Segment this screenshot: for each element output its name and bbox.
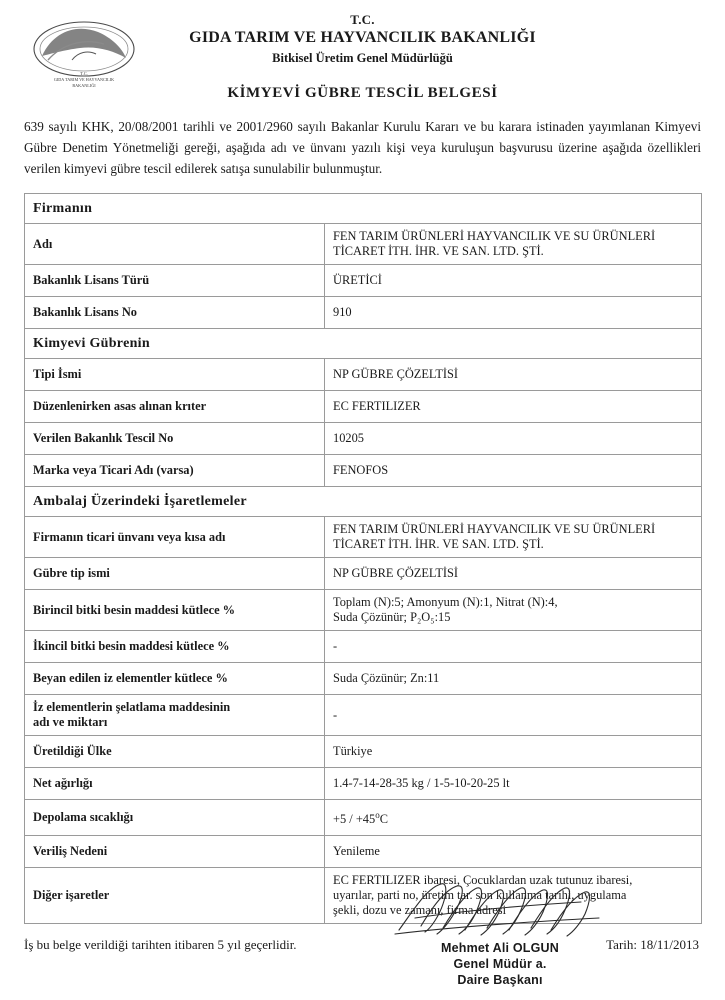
row-label-license-no: Bakanlık Lisans No [25,297,325,329]
signer-role-primary: Genel Müdür a. [453,957,547,971]
row-label-pkg-type-name: Gübre tip ismi [25,558,325,590]
row-label-criteria: Düzenlenirken asas alınan krıter [25,391,325,423]
signature-block [385,878,615,988]
row-label-type-name: Tipi İsmi [25,359,325,391]
svg-text:GIDA TARIM VE HAYVANCILIK: GIDA TARIM VE HAYVANCILIK [53,77,115,82]
row-label-country: Üretildiği Ülke [25,736,325,768]
firm-name-line-2: TİCARET İTH. İHR. VE SAN. LTD. ŞTİ. [333,244,544,258]
row-value-brand: FENOFOS [325,455,702,487]
section-header-packaging [25,487,702,517]
section-header-firm-label: Firmanın [25,194,702,224]
table-row-criteria [25,391,702,423]
row-value-license-type: ÜRETİCİ [325,265,702,297]
table-row-trace-elements [25,663,702,695]
section-header-firm [25,194,702,224]
issue-date-label: Tarih: [606,937,637,953]
table-row-firm-name [25,224,702,265]
certificate-table [24,193,702,924]
intro-paragraph: 639 sayılı KHK, 20/08/2001 tarihli ve 2001/2960 sayılı Bakanlar Kurulu Kararı ve bu karara istinaden yayımlanan Kimyevi Gübre Denetim Yönetmeliği gereği, aşağıda adı ve ünvanı yazılı kişi veya kuruluşun başvurusu üzerine aşağıda özellikleri verilen kimyevi gübre tescil edilerek satışa sunulabilir bulunmuştur. [24,119,701,176]
pkg-firm-name-line-1: FEN TARIM ÜRÜNLERİ HAYVANCILIK VE SU ÜRÜNLERİ [333,522,656,536]
table-row-pkg-type-name [25,558,702,590]
row-label-trace-elements: Beyan edilen iz elementler kütlece % [25,663,325,695]
primary-nutrient-line-1: Toplam (N):5; Amonyum (N):1, Nitrat (N):4, [333,595,558,609]
validity-note: İş bu belge verildiği tarihten itibaren 5 yıl geçerlidir. [24,937,297,953]
storage-temp-unit: C [379,812,388,827]
table-row-pkg-firm-name [25,517,702,558]
page-title: KİMYEVİ GÜBRE TESCİL BELGESİ [227,85,498,101]
row-value-chelating: - [325,695,702,736]
handwritten-signature-icon [385,878,615,938]
row-value-license-no: 910 [325,297,702,329]
row-value-net-weight: 1.4-7-14-28-35 kg / 1-5-10-20-25 lt [325,768,702,800]
row-label-net-weight: Net ağırlığı [25,768,325,800]
table-row-registration-no [25,423,702,455]
row-value-firm-name [325,224,702,265]
header-tc: T.C. [350,12,375,27]
row-label-license-type: Bakanlık Lisans Türü [25,265,325,297]
signer-role-secondary: Daire Başkanı [457,973,543,987]
table-row-reason [25,836,702,868]
row-value-pkg-firm-name [325,517,702,558]
pkg-firm-name-line-2: TİCARET İTH. İHR. VE SAN. LTD. ŞTİ. [333,537,544,551]
row-value-trace-elements: Suda Çözünür; Zn:11 [325,663,702,695]
table-row-primary-nutrient [25,590,702,631]
row-value-criteria: EC FERTILIZER [325,391,702,423]
section-header-fertilizer-label: Kimyevi Gübrenin [25,329,702,359]
chelating-label-line-2: adı ve miktarı [33,715,108,729]
row-label-secondary-nutrient: İkincil bitki besin maddesi kütlece % [25,631,325,663]
svg-text:BAKANLIĞI: BAKANLIĞI [72,83,96,88]
header-department: Bitkisel Üretim Genel Müdürlüğü [272,51,453,65]
table-row-country [25,736,702,768]
table-row-net-weight [25,768,702,800]
other-marks-line-2: uyarılar, parti no, üretim tar. son kullanma tarihi, uygulama [333,888,627,903]
storage-temp-value: +5 / +45 [333,812,376,827]
table-row-brand [25,455,702,487]
table-row-license-no [25,297,702,329]
ministry-emblem-icon [26,16,142,92]
issue-date-value: 18/11/2013 [640,937,699,953]
svg-text:T.C.: T.C. [80,71,88,76]
row-value-country: Türkiye [325,736,702,768]
table-row-storage-temp [25,800,702,836]
table-row-chelating [25,695,702,736]
degree-symbol: o [375,810,380,820]
row-value-reason: Yenileme [325,836,702,868]
row-value-pkg-type-name: NP GÜBRE ÇÖZELTİSİ [325,558,702,590]
row-value-type-name: NP GÜBRE ÇÖZELTİSİ [325,359,702,391]
row-label-reason: Veriliş Nedeni [25,836,325,868]
row-value-registration-no: 10205 [325,423,702,455]
row-label-storage-temp: Depolama sıcaklığı [25,800,325,836]
row-value-storage-temp [325,800,702,836]
row-label-registration-no: Verilen Bakanlık Tescil No [25,423,325,455]
section-header-packaging-label: Ambalaj Üzerindeki İşaretlemeler [25,487,702,517]
other-marks-line-3: şekli, dozu ve zamanı, firma adresi [333,903,507,918]
section-header-fertilizer [25,329,702,359]
other-marks-line-1: EC FERTILIZER ibaresi, Çocuklardan uzak tutunuz ibaresi, [333,873,633,888]
row-value-secondary-nutrient: - [325,631,702,663]
row-label-pkg-firm-name: Firmanın ticari ünvanı veya kısa adı [25,517,325,558]
row-label-primary-nutrient: Birincil bitki besin maddesi kütlece % [25,590,325,631]
row-label-brand: Marka veya Ticari Adı (varsa) [25,455,325,487]
table-row-license-type [25,265,702,297]
row-label-chelating [25,695,325,736]
issue-date [606,936,699,954]
document-header [0,0,725,102]
chelating-label-line-1: İz elementlerin şelatlama maddesinin [33,700,231,714]
primary-nutrient-line-2: Suda Çözünür; P₂O₅:15 [333,610,451,624]
row-value-primary-nutrient [325,590,702,631]
row-label-firm-name: Adı [25,224,325,265]
table-row-type-name [25,359,702,391]
header-ministry: GIDA TARIM VE HAYVANCILIK BAKANLIĞI [189,29,536,46]
firm-name-line-1: FEN TARIM ÜRÜNLERİ HAYVANCILIK VE SU ÜRÜNLERİ [333,229,656,243]
signer-name: Mehmet Ali OLGUN [440,941,560,955]
row-label-other-marks: Diğer işaretler [25,868,325,924]
table-row-secondary-nutrient [25,631,702,663]
